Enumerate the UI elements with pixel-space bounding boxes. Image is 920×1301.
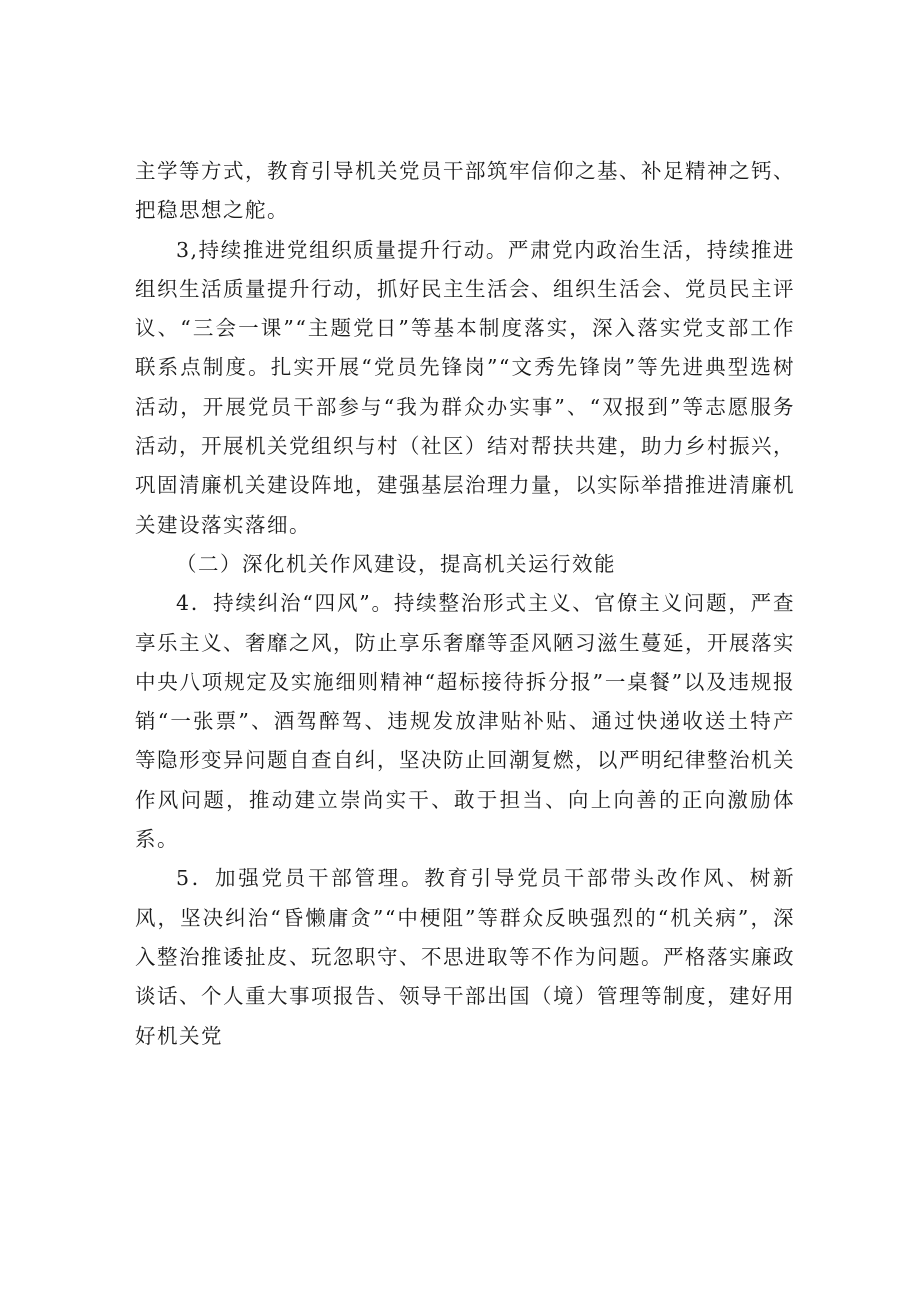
paragraph-item-3: 3,持续推进党组织质量提升行动。严肃党内政治生活，持续推进组织生活质量提升行动，抓好民主生活会、组织生活会、党员民主评议、“三会一课”“主题党日”等基本制度落实，深入落实党支部工作联系点制度。扎实开展“党员先锋岗”“文秀先锋岗”等先进典型选树活动，开展党员干部参与“我为群众办实事”、“双报到”等志愿服务活动，开展机关党组织与村（社区）结对帮扶共建，助力乡村振兴，巩固清廉机关建设阵地，建强基层治理力量，以实际举措推进清廉机关建设落实落细。 [135,237,795,537]
paragraph-item-4: 4．持续纠治“四风”。持续整治形式主义、官僚主义问题，严查享乐主义、奢靡之风，防止享乐奢靡等歪风陋习滋生蔓延，开展落实中央八项规定及实施细则精神“超标接待拆分报”一桌餐”以及违规报销“一张票”、酒驾醉驾、违规发放津贴补贴、通过快递收送土特产等隐形变异问题自查自纠，坚决防止回潮复燃，以严明纪律整治机关作风问题，推动建立崇尚实干、敢于担当、向上向善的正向激励体系。 [135,591,795,852]
paragraph-continued: 主学等方式，教育引导机关党员干部筑牢信仰之基、补足精神之钙、把稳思想之舵。 [135,159,795,223]
document-body [135,152,795,1056]
section-heading-2: （二）深化机关作风建设，提高机关运行效能 [176,551,616,576]
paragraph-item-5: 5．加强党员干部管理。教育引导党员干部带头改作风、树新风，坚决纠治“昏懒庸贪”“中梗阻”等群众反映强烈的“机关病”，深入整治推诿扯皮、玩忽职守、不思进取等不作为问题。严格落实廉政谈话、个人重大事项报告、领导干部出国（境）管理等制度，建好用好机关党 [135,866,795,1048]
